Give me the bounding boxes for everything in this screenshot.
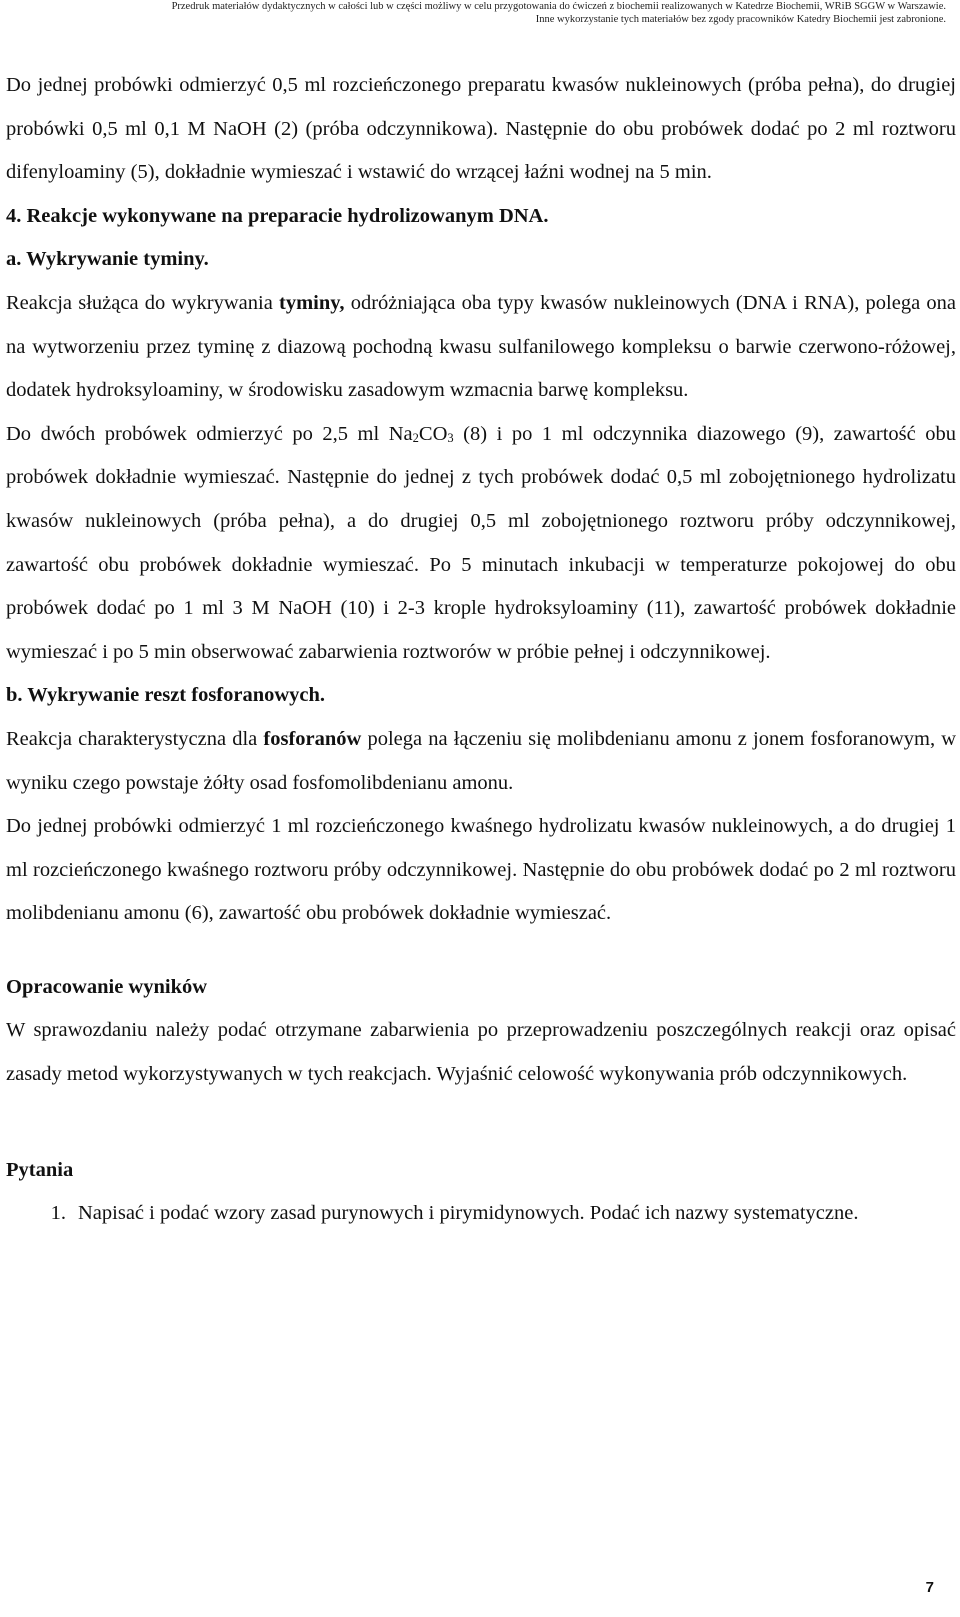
section-4-heading: 4. Reakcje wykonywane na preparacie hydrolizowanym DNA. [6,204,549,227]
copyright-header [172,0,946,26]
page-number: 7 [925,1579,934,1596]
intro-paragraph: Do jednej probówki odmierzyć 0,5 ml rozcieńczonego preparatu kwasów nukleinowych (próba pełna), do drugiej probówki 0,5 ml 0,1 M NaOH (2) (próba odczynnikowa). Następnie do obu probówek dodać po 2 ml roztworu difenyloaminy (5), dokładnie wymieszać i wstawić do wrzącej łaźni wodnej na 5 min. [6,74,956,184]
question-text: Napisać i podać wzory zasad purynowych i pirymidynowych. Podać ich nazwy systematyczne. [78,1202,859,1225]
phosphate-description [6,718,956,805]
question-item [6,1192,956,1236]
results-text: W sprawozdaniu należy podać otrzymane zabarwienia po przeprowadzeniu poszczególnych reakcji oraz opisać zasady metod wykorzystywanych w tych reakcjach. Wyjaśnić celowość wykonywania prób odczynnikowych. [6,1019,956,1086]
formula-subscript-3: 3 [447,430,454,445]
thymine-heading: a. Wykrywanie tyminy. [6,248,209,271]
document-body [6,64,956,1236]
thymine-term: tyminy, [279,291,345,314]
thymine-description [6,282,956,413]
thymine-desc-end: odróżniająca oba typy kwasów nukleinowych (DNA i RNA), polega ona na wytworzeniu przez tyminę z diazową pochodną kwasu sulfanilowego kompleksu o barwie czerwono-różowej, dodatek hydroksyloaminy, w środowisku zasadowym wzmacnia barwę kompleksu. [6,291,956,402]
copyright-line-1: Przedruk materiałów dydaktycznych w całości lub w części możliwy w celu przygotowania do ćwiczeń z biochemii realizowanych w Katedrze Biochemii, WRiB SGGW w Warszawie. [171,1,946,12]
spacer [6,1097,956,1149]
phosphate-term: fosforanów [263,727,362,750]
spacer [6,936,956,966]
phosphate-desc-end: polega na łączeniu się molibdenianu amonu z jonem fosforanowym, w wyniku czego powstaje żółty osad fosfomolibdenianu amonu. [6,727,956,794]
thymine-proc-end: (8) i po 1 ml odczynnika diazowego (9), zawartość obu probówek dokładnie wymieszać. Następnie do jednej z tych probówek dodać 0,5 ml zobojętnionego hydrolizatu kwasów nukleinowych (próba pełna), a do drugiej 0,5 ml zobojętnionego roztworu próby odczynnikowej, zawartość obu probówek dokładnie wymieszać. Po 5 minutach inkubacji w temperaturze pokojowej do obu probówek dodać po 1 ml 3 M NaOH (10) i 2-3 krople hydroksyloaminy (11), zawartość probówek dokładnie wymieszać i po 5 min obserwować zabarwienia roztworów w próbie pełnej i odczynnikowej. [6,422,956,663]
formula-subscript-2: 2 [412,430,419,445]
thymine-procedure [6,413,956,675]
question-number: 1. [50,1202,66,1225]
phosphate-procedure: Do jednej probówki odmierzyć 1 ml rozcieńczonego kwaśnego hydrolizatu kwasów nukleinowych, a do drugiej 1 ml rozcieńczonego kwaśnego roztworu próby odczynnikowej. Następnie do obu probówek dodać po 2 ml roztworu molibdenianu amonu (6), zawartość obu probówek dokładnie wymieszać. [6,815,956,925]
questions-heading: Pytania [6,1158,74,1181]
copyright-line-2: Inne wykorzystanie tych materiałów bez zgody pracowników Katedry Biochemii jest zabronione. [535,14,946,25]
thymine-proc-start: Do dwóch probówek odmierzyć po 2,5 ml Na [6,422,413,445]
thymine-desc-start: Reakcja służąca do wykrywania [6,291,280,314]
formula-co: CO [418,422,448,445]
phosphate-desc-start: Reakcja charakterystyczna dla [6,727,264,750]
phosphate-heading: b. Wykrywanie reszt fosforanowych. [6,684,326,707]
results-heading: Opracowanie wyników [6,975,208,998]
